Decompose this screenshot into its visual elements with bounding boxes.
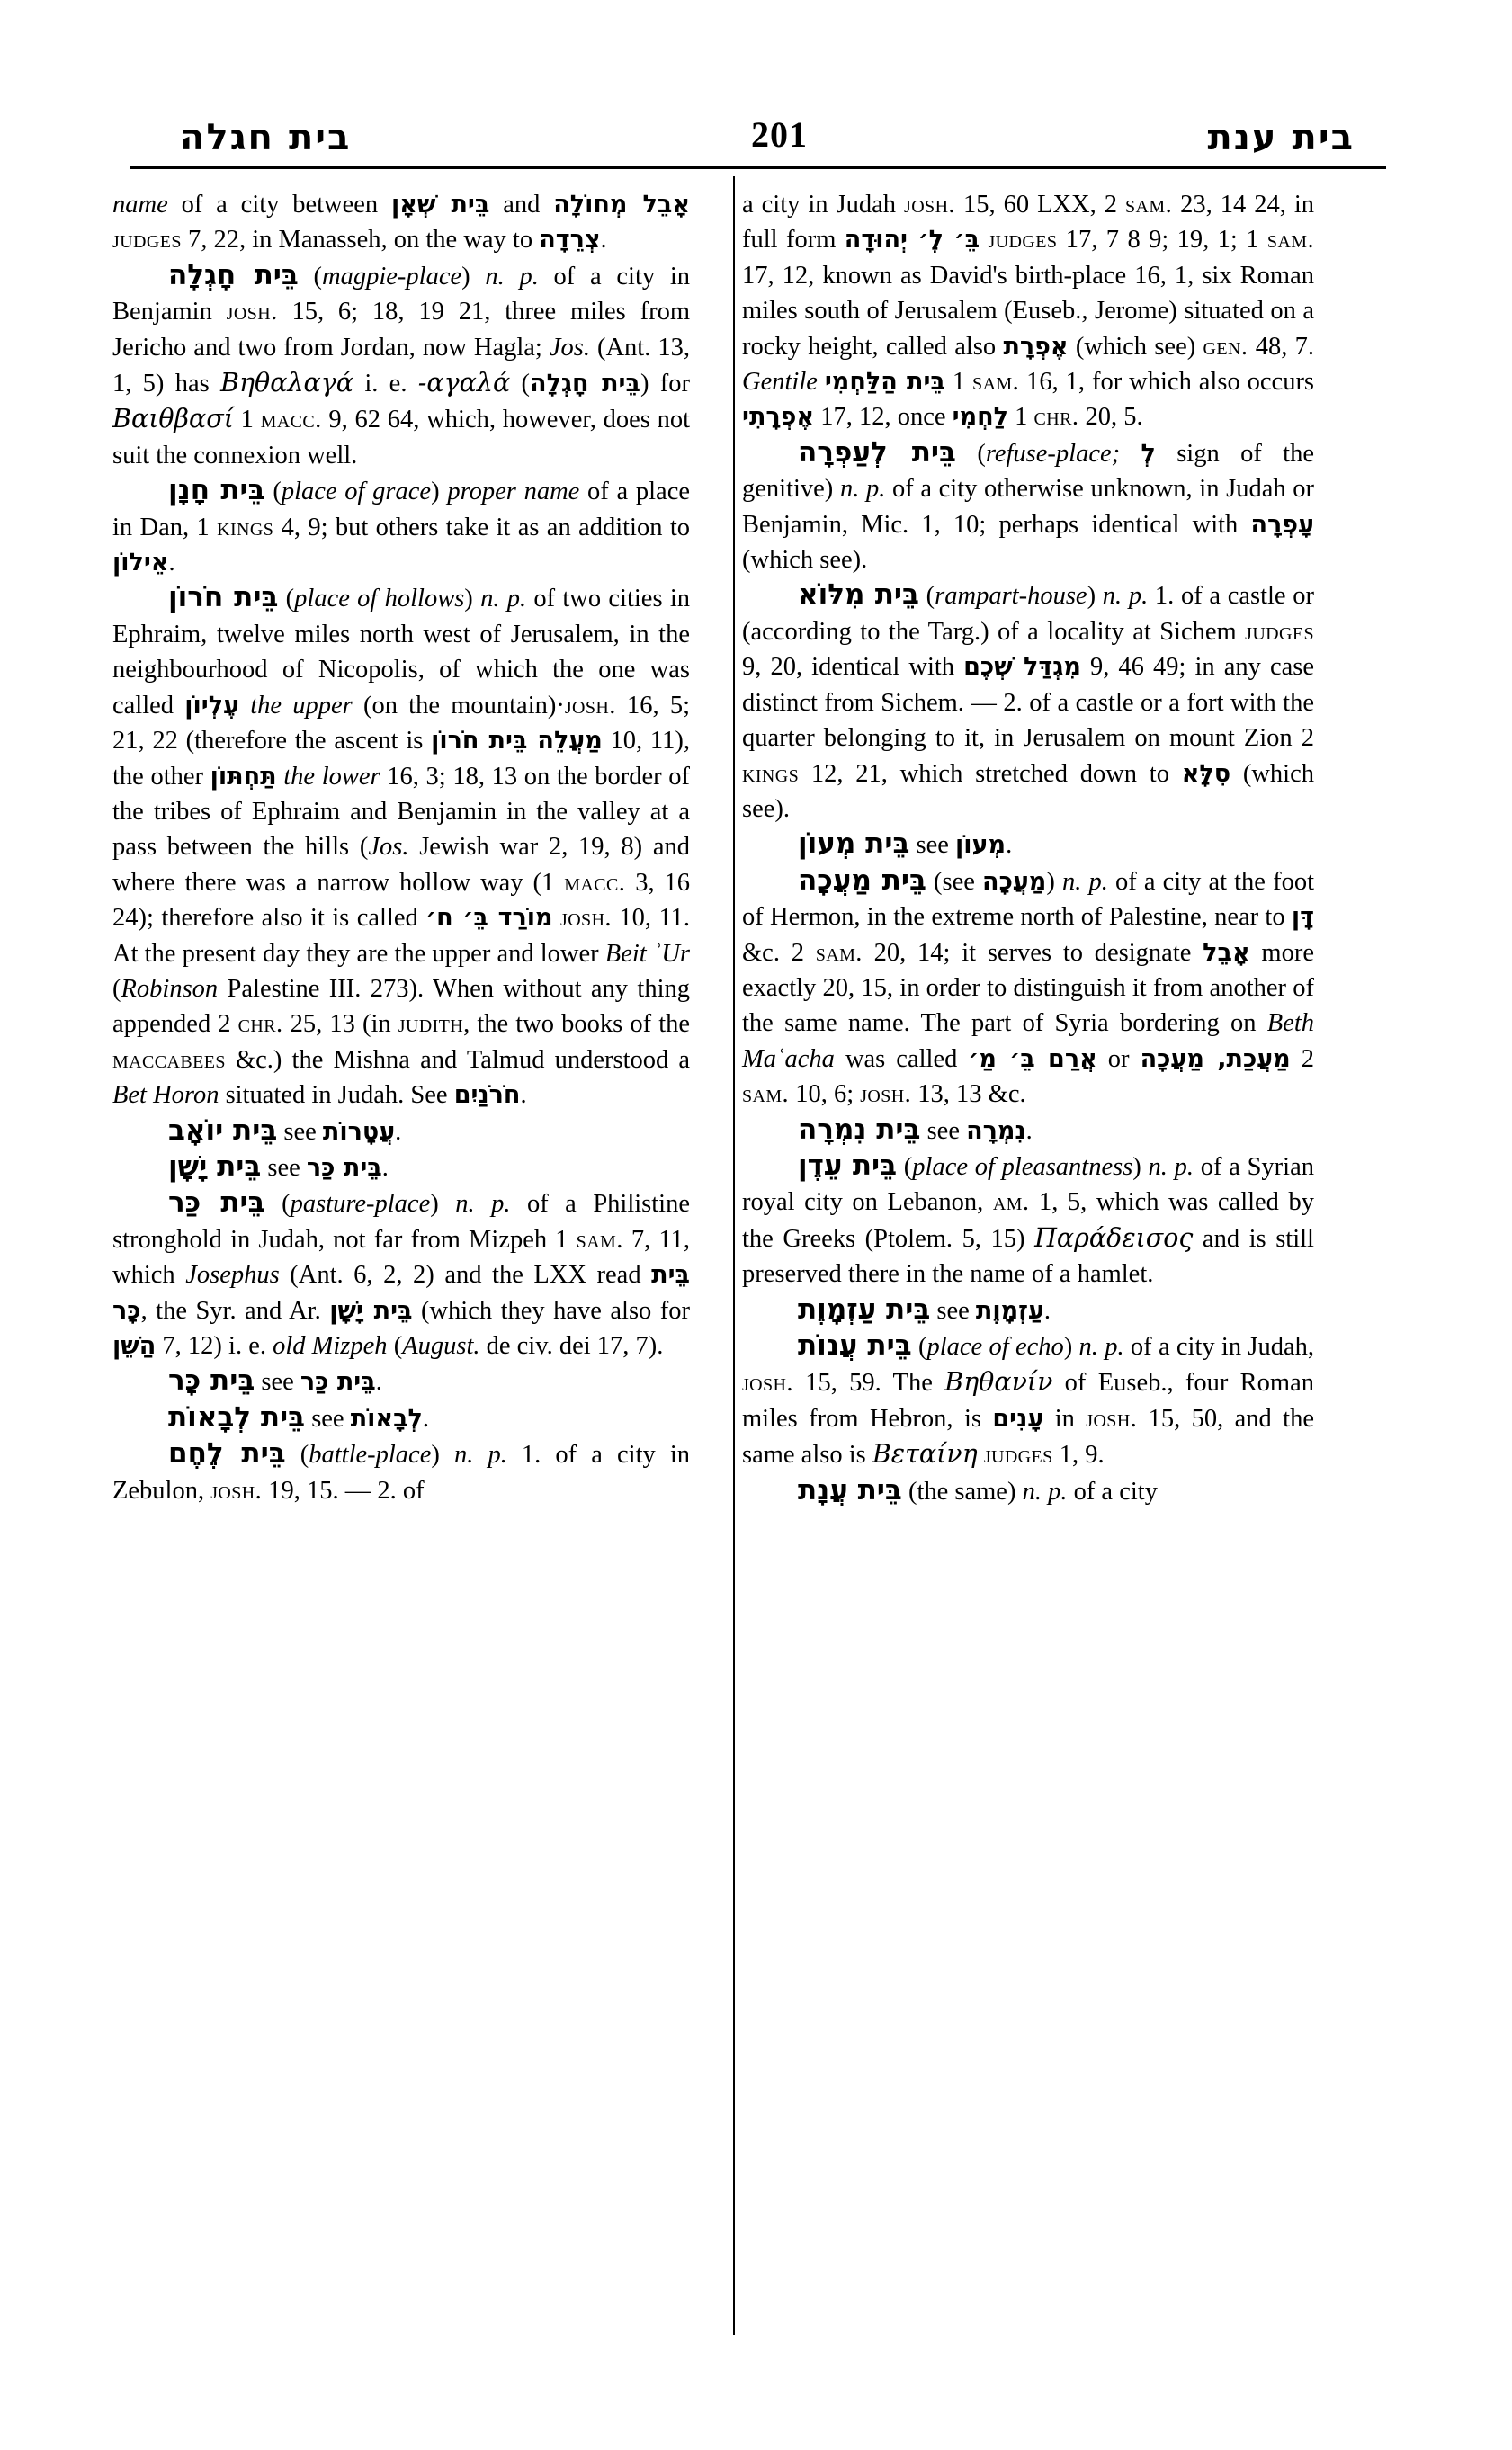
- text-run: ) for: [640, 370, 690, 398]
- hebrew-headword: בֵּית נִמְרָה: [798, 1113, 921, 1146]
- text-run: 4, 9; but others take it as an addition to: [273, 513, 690, 541]
- italic-run: Jos.: [368, 833, 409, 862]
- hebrew-word: מִגְדַּל שְׁכֶם: [963, 653, 1081, 682]
- text-run: of a Syrian royal city on Lebanon,: [742, 1152, 1314, 1217]
- hebrew-word: בֵּית שְׁאָן: [390, 191, 490, 219]
- text-run: of a city between: [167, 191, 391, 219]
- text-run: (: [918, 582, 935, 611]
- smallcaps-reference: macc.: [260, 406, 322, 434]
- smallcaps-reference: sam.: [972, 368, 1020, 397]
- hebrew-word: סִלָּא: [1181, 759, 1231, 788]
- smallcaps-reference: sam.: [815, 938, 863, 967]
- smallcaps-reference: chr.: [237, 1010, 283, 1039]
- entry-beth-maacah: [742, 863, 1314, 1113]
- entry-beth-kar-cross: [112, 1364, 690, 1399]
- text-run: 48, 7.: [1248, 332, 1315, 361]
- text-run: see: [277, 1117, 323, 1146]
- hebrew-headword: בֵּית מִלּוֹא: [798, 578, 919, 612]
- text-run: see: [255, 1368, 300, 1397]
- text-run: &c. 2: [742, 938, 816, 967]
- italic-run: n. p.: [453, 1441, 507, 1470]
- italic-run: n. p.: [1061, 867, 1108, 896]
- text-run: (which see): [1068, 332, 1203, 361]
- italic-run: n. p.: [485, 262, 539, 291]
- text-run: 15, 6; 18, 19 21, three miles from Jericho and two from Jordan, now Hagla;: [112, 298, 690, 362]
- hebrew-word: חֹרֹנַיִם: [453, 1081, 521, 1110]
- smallcaps-reference: judges: [983, 1441, 1053, 1470]
- italic-run: Beth Maʿacha: [742, 1009, 1314, 1073]
- text-run: [818, 368, 825, 396]
- hebrew-word: בֵּית כַּר: [306, 1153, 382, 1182]
- hebrew-word: מַעֲכָה: [982, 867, 1047, 896]
- text-run: (: [897, 1152, 913, 1181]
- smallcaps-reference: josh.: [226, 298, 278, 326]
- smallcaps-reference: macc.: [564, 868, 626, 897]
- text-run: 19, 15. — 2. of: [262, 1476, 425, 1505]
- text-run: 20, 5.: [1078, 403, 1143, 432]
- column-divider-rule: [733, 176, 735, 2335]
- hebrew-headword: בֵּית לְעַפְרָה: [798, 435, 956, 469]
- text-run: 15, 59. The: [792, 1369, 945, 1398]
- text-run: i. e.: [353, 370, 418, 398]
- smallcaps-reference: sam.: [1266, 226, 1314, 255]
- italic-run: magpie-place: [322, 262, 462, 291]
- hebrew-word: נִמְרָה: [966, 1116, 1026, 1145]
- entry-beth-azmaveth: [742, 1292, 1314, 1328]
- text-run: [980, 226, 988, 254]
- italic-run: Jos.: [549, 333, 590, 362]
- entry-beth-anath: [742, 1473, 1314, 1509]
- hebrew-word: בֵּ׳ לֶ׳ יְהוּדָה: [844, 226, 980, 255]
- text-run: 2: [1290, 1044, 1315, 1073]
- italic-run: rampart-house: [935, 582, 1087, 611]
- text-run: and: [489, 191, 554, 219]
- text-run: situated in Judah. See: [219, 1081, 454, 1110]
- text-run: of a city in Judah,: [1123, 1333, 1315, 1361]
- text-run: 17, 12, known as David's birth-place 16, 1, six Roman miles south of Jerusalem (Euseb., Jerome) situated on a rocky height, called also: [742, 261, 1314, 361]
- text-run: 1: [1008, 403, 1034, 432]
- italic-run: the upper: [250, 691, 353, 720]
- text-run: 15, 60 LXX, 2: [954, 191, 1126, 219]
- italic-run: n. p.: [1022, 1477, 1068, 1506]
- entry-beth-hoglah: [112, 258, 690, 473]
- hebrew-word: בֵּית חָגְלָה: [530, 370, 640, 398]
- text-run: was called: [834, 1044, 969, 1073]
- entry-beth-anoth: [742, 1328, 1314, 1473]
- italic-run: August.: [402, 1332, 480, 1360]
- text-run: more exactly 20, 15, in order to distinguish it from another of the same name. The part of Syria bordering on: [742, 938, 1314, 1038]
- text-run: .: [381, 1153, 389, 1182]
- smallcaps-reference: josh.: [904, 191, 955, 219]
- text-run: of a city in Benjamin: [112, 262, 691, 326]
- right-text-column: [713, 187, 1314, 2373]
- text-run: 17, 12, once: [814, 403, 953, 432]
- text-run: 7, 12) i. e.: [156, 1332, 273, 1360]
- text-run: 1. of a city in Zebulon,: [112, 1441, 691, 1505]
- page-number: 201: [750, 114, 808, 155]
- italic-run: pasture-place: [290, 1190, 431, 1219]
- entry-beth-millo: [742, 577, 1314, 827]
- hebrew-word: מַעֲכַת, מַעֲכָה: [1140, 1044, 1291, 1073]
- text-run: (which see).: [742, 546, 868, 575]
- text-run: (: [264, 1190, 291, 1219]
- text-run: 1. of a castle or (according to the Targ.) of a locality at Sichem: [742, 582, 1315, 646]
- hebrew-word: עָפְרָה: [1250, 510, 1314, 539]
- text-run: [239, 692, 250, 720]
- text-run: 10, 6;: [789, 1080, 861, 1109]
- smallcaps-reference: josh.: [210, 1476, 263, 1505]
- text-run: (on the mountain)·: [352, 691, 565, 720]
- text-run: of a place in Dan, 1: [112, 478, 691, 541]
- text-run: 16, 3; 18, 13 on the border of the tribes of Ephraim and Benjamin in the valley at a pass between the hills (: [112, 762, 691, 862]
- italic-run: old Mizpeh: [273, 1332, 388, 1360]
- entry-beth-horon: [112, 580, 690, 1113]
- text-run: 13, 13 &c.: [911, 1080, 1026, 1109]
- entry-beth-kar: [112, 1185, 690, 1364]
- italic-run: name: [112, 191, 168, 219]
- hebrew-headword: בֵּית מְעוֹן: [798, 827, 910, 861]
- italic-run: place of pleasantness: [912, 1152, 1133, 1181]
- smallcaps-reference: gen.: [1203, 332, 1248, 361]
- smallcaps-reference: sam.: [576, 1225, 623, 1254]
- text-run: of a city at the foot of Hermon, in the extreme north of Palestine, near to: [742, 867, 1314, 932]
- italic-run: refuse-place;: [985, 439, 1121, 468]
- italic-run: Robinson: [121, 974, 219, 1003]
- text-run: ): [431, 478, 448, 506]
- entry-beth-lehem-continuation: [742, 187, 1314, 435]
- smallcaps-reference: kings: [217, 513, 274, 541]
- text-run: 1, 5, which was called by the Greeks (Ptolem. 5, 15): [742, 1188, 1314, 1253]
- hebrew-headword: בֵּית עַזְמָוֶת: [798, 1292, 931, 1326]
- text-run: de civ. dei 17, 7).: [479, 1332, 664, 1360]
- text-run: of a city: [1067, 1477, 1158, 1506]
- smallcaps-reference: josh.: [564, 691, 616, 720]
- text-run: sign of the genitive): [742, 439, 1314, 504]
- italic-run: place of echo: [926, 1333, 1064, 1361]
- hebrew-word: לְבָאוֹת: [350, 1404, 423, 1433]
- hebrew-headword: בֵּית חֹרוֹן: [168, 581, 279, 614]
- hebrew-word: אָבֵל: [1203, 938, 1250, 967]
- smallcaps-reference: josh.: [1086, 1404, 1138, 1433]
- smallcaps-reference: judges: [1245, 617, 1314, 646]
- text-run: (which they have also for: [412, 1296, 690, 1325]
- text-run: of a Philistine stronghold in Judah, not far from Mizpeh 1: [112, 1190, 691, 1254]
- hebrew-word: מוֹרַד בֵּ׳ ח׳: [425, 904, 553, 933]
- text-run: (Ant. 13, 1, 5) has: [112, 333, 690, 398]
- entry-beth-shean-continuation: [112, 187, 690, 258]
- text-run: in: [1043, 1404, 1087, 1433]
- text-run: (: [510, 370, 531, 398]
- hebrew-word: אֶפְרָתִי: [742, 403, 815, 432]
- text-run: 20, 14; it serves to designate: [862, 938, 1203, 967]
- text-run: 17, 7 8 9; 19, 1; 1: [1057, 226, 1267, 255]
- text-run: (: [387, 1332, 403, 1360]
- italic-run: place of grace: [281, 478, 432, 506]
- text-run: , the Syr. and Ar.: [140, 1296, 330, 1325]
- greek-run: Βηθαλαγά: [220, 368, 354, 398]
- smallcaps-reference: judges: [988, 226, 1058, 255]
- text-run: (Ant. 6, 2, 2) and the LXX read: [279, 1261, 652, 1290]
- hebrew-word: בֵּית כָּר: [112, 1261, 691, 1325]
- text-run: ): [464, 585, 481, 613]
- italic-run: n. p.: [1102, 582, 1149, 611]
- hebrew-headword: בֵּית עֵדֶן: [798, 1149, 898, 1182]
- text-run: 23, 14 24, in full form: [742, 191, 1314, 255]
- entry-beth-nimrah: [742, 1113, 1314, 1149]
- italic-run: Josephus: [185, 1261, 280, 1290]
- hebrew-word: אֶפְרָת: [1003, 332, 1069, 361]
- text-run: .: [520, 1081, 527, 1110]
- greek-run: Βηθανίν: [944, 1367, 1053, 1398]
- text-run: 12, 21, which stretched down to: [799, 759, 1182, 788]
- italic-run: Gentile: [742, 368, 818, 397]
- text-run: 15, 50, and the same also is: [742, 1404, 1314, 1470]
- text-run: (: [264, 478, 282, 506]
- text-run: ): [461, 262, 486, 291]
- italic-run: place of hollows: [294, 585, 465, 613]
- text-body: [112, 187, 1404, 2373]
- text-run: .: [375, 1368, 382, 1397]
- text-run: 7, 22, in Manasseh, on the way to: [181, 226, 540, 255]
- text-run: .: [1006, 831, 1013, 860]
- hebrew-word: לְ: [1141, 439, 1156, 468]
- text-run: 16, 5; 21, 22 (therefore the ascent is: [112, 691, 691, 756]
- text-run: see: [909, 831, 956, 860]
- hebrew-word: עֶלְיוֹן: [184, 691, 240, 720]
- text-run: 16, 1, for which also occurs: [1019, 368, 1315, 397]
- smallcaps-reference: kings: [742, 759, 800, 788]
- text-run: Palestine III. 273). When without any thing appended 2: [112, 974, 690, 1039]
- text-run: 9, 46 49; in any case distinct from Sichem. — 2. of a castle or a fort with the quarter belonging to it, in Jerusalem on mount Zion 2: [742, 653, 1314, 753]
- smallcaps-reference: maccabees: [112, 1045, 226, 1074]
- text-run: (: [955, 439, 986, 468]
- running-head-left-hebrew: בית חגלה: [180, 117, 352, 158]
- text-run: of two cities in Ephraim, twelve miles north west of Jerusalem, in the neighbourhood of Nicopolis, of which the one was called: [112, 585, 690, 720]
- hebrew-word: בֵּית כַּר: [300, 1368, 376, 1397]
- text-run: 9, 62 64, which, however, does not suit the connexion well.: [112, 406, 690, 469]
- hebrew-headword: בֵּית יוֹאָב: [168, 1113, 278, 1147]
- smallcaps-reference: chr.: [1033, 403, 1079, 432]
- text-run: 1: [233, 406, 261, 434]
- smallcaps-reference: judges: [112, 226, 182, 255]
- text-run: 1: [944, 368, 973, 397]
- hebrew-word: תַּחְתּוֹן: [210, 762, 277, 791]
- text-run: or: [1096, 1044, 1141, 1073]
- smallcaps-reference: judith: [398, 1010, 464, 1039]
- smallcaps-reference: josh.: [742, 1369, 793, 1398]
- text-run: .: [1025, 1116, 1033, 1145]
- text-run: ): [1046, 867, 1062, 896]
- smallcaps-reference: josh.: [560, 904, 612, 933]
- text-run: 10, 11), the other: [112, 727, 690, 791]
- text-run: , the two books of the: [463, 1010, 691, 1039]
- hebrew-headword: בֵּית לְבָאוֹת: [168, 1400, 306, 1434]
- text-run: ): [1087, 582, 1103, 611]
- italic-run: Bet Horon: [112, 1081, 219, 1110]
- running-head-right-hebrew: בית ענת: [1207, 117, 1355, 158]
- greek-run: Παράδεισος: [1034, 1222, 1194, 1253]
- text-run: a city in Judah: [742, 191, 905, 219]
- text-run: (see: [926, 867, 983, 896]
- text-run: [978, 1441, 984, 1469]
- italic-run: battle-place: [309, 1441, 432, 1470]
- hebrew-headword: בֵּית מַעֲכָה: [798, 863, 926, 897]
- hebrew-word: הַשֵּׁן: [112, 1332, 157, 1360]
- greek-run: Βαιθβασί: [112, 404, 234, 434]
- hebrew-headword: בֵּית חָנָן: [168, 474, 265, 507]
- hebrew-headword: בֵּית לֶחֶם: [168, 1437, 286, 1471]
- italic-run: n. p.: [480, 585, 527, 613]
- smallcaps-reference: am.: [992, 1188, 1030, 1217]
- hebrew-headword: בֵּית כַּר: [168, 1186, 265, 1220]
- hebrew-headword: בֵּית יָשָׁן: [168, 1149, 262, 1183]
- hebrew-word: מַעֲלֵה בֵּית חֹרוֹן: [431, 727, 603, 756]
- text-run: of a city otherwise unknown, in Judah or Benjamin, Mic. 1, 10; perhaps identical with: [742, 475, 1314, 539]
- text-run: ): [431, 1441, 454, 1470]
- left-text-column: [112, 187, 713, 2373]
- hebrew-word: עָנִים: [992, 1404, 1044, 1433]
- italic-run: n. p.: [1148, 1152, 1194, 1181]
- hebrew-headword: בֵּית עֲנָת: [798, 1473, 902, 1507]
- text-run: 10, 11. At the present day they are the upper and lower: [112, 904, 691, 968]
- text-run: .: [168, 549, 175, 577]
- text-run: .: [600, 226, 607, 255]
- text-run: (: [298, 262, 323, 291]
- text-run: see: [930, 1296, 976, 1325]
- text-run: .: [422, 1404, 429, 1433]
- italic-run: the lower: [283, 762, 380, 791]
- entry-beth-leaphrah: [742, 435, 1314, 578]
- entry-beth-lebaoth: [112, 1400, 690, 1436]
- text-run: .: [1043, 1296, 1051, 1325]
- hebrew-headword: בֵּית חָגְלָה: [168, 258, 299, 291]
- text-run: 9, 20, identical with: [742, 653, 964, 682]
- text-run: (: [285, 1441, 309, 1470]
- hebrew-word: מְעוֹן: [955, 831, 1007, 860]
- entry-beth-lehem: [112, 1436, 690, 1508]
- header-rule: [130, 166, 1386, 169]
- entry-beth-yashan: [112, 1149, 690, 1185]
- hebrew-word: לַחְמִי: [952, 403, 1009, 432]
- italic-run: n. p.: [839, 475, 886, 504]
- entry-beth-meon: [742, 827, 1314, 863]
- hebrew-word: אֲרַם בֵּ׳ מַ׳: [968, 1044, 1097, 1073]
- italic-run: proper name: [447, 478, 580, 506]
- text-run: [1120, 440, 1141, 468]
- text-run: ): [1063, 1333, 1079, 1361]
- entry-beth-eden: [742, 1149, 1314, 1292]
- text-run: .: [395, 1117, 402, 1146]
- entry-beth-joab: [112, 1113, 690, 1149]
- text-run: see: [261, 1153, 307, 1182]
- text-run: (: [112, 974, 121, 1003]
- text-run: see: [920, 1116, 967, 1145]
- italic-run: Beit ʾUr: [604, 939, 690, 968]
- hebrew-word: אֵילוֹן: [112, 549, 169, 577]
- text-run: ): [1132, 1152, 1149, 1181]
- text-run: (the same): [901, 1477, 1023, 1506]
- italic-run: n. p.: [455, 1190, 511, 1219]
- text-run: (: [278, 585, 295, 613]
- text-run: &c.) the Mishna and Talmud understood a: [225, 1045, 690, 1074]
- text-run: (: [911, 1333, 927, 1361]
- hebrew-word: בֵּית הַלַּחְמִי: [824, 368, 945, 397]
- text-run: ): [430, 1190, 456, 1219]
- text-run: 25, 13 (in: [282, 1010, 398, 1039]
- text-run: see: [305, 1404, 351, 1433]
- hebrew-word: צְרֵדָה: [539, 226, 601, 255]
- entry-beth-hanan: [112, 473, 690, 580]
- text-run: (which see).: [742, 759, 1314, 823]
- greek-run: Βεταίνη: [872, 1439, 978, 1470]
- hebrew-headword: בֵּית עֲנוֹת: [798, 1329, 912, 1362]
- text-run: [553, 904, 560, 932]
- smallcaps-reference: sam.: [742, 1080, 790, 1109]
- text-run: Jewish war 2, 19, 8) and where there was a narrow hollow way (1: [112, 833, 691, 897]
- text-run: 1, 9.: [1052, 1441, 1105, 1470]
- hebrew-word: דָּן: [1291, 903, 1314, 932]
- smallcaps-reference: josh.: [860, 1080, 912, 1109]
- hebrew-word: בֵּית יָשָׁן: [329, 1296, 413, 1325]
- running-head: [112, 85, 1404, 156]
- hebrew-headword: בֵּית כָּר: [168, 1364, 255, 1398]
- greek-run: -αγαλά: [417, 368, 511, 398]
- text-run: of Euseb., four Roman miles from Hebron, is: [742, 1369, 1315, 1433]
- hebrew-word: אָבֵל מְחוֹלָה: [553, 191, 690, 219]
- italic-run: n. p.: [1078, 1333, 1124, 1361]
- text-run: 3, 16 24); therefore also it is called: [112, 868, 691, 933]
- text-run: 7, 11, which: [112, 1225, 690, 1290]
- smallcaps-reference: sam.: [1125, 191, 1173, 219]
- hebrew-word: עַזְמָוֶת: [975, 1296, 1044, 1325]
- hebrew-word: עֲטָרוֹת: [322, 1117, 396, 1146]
- text-run: and is still preserved there in the name of a hamlet.: [742, 1224, 1314, 1289]
